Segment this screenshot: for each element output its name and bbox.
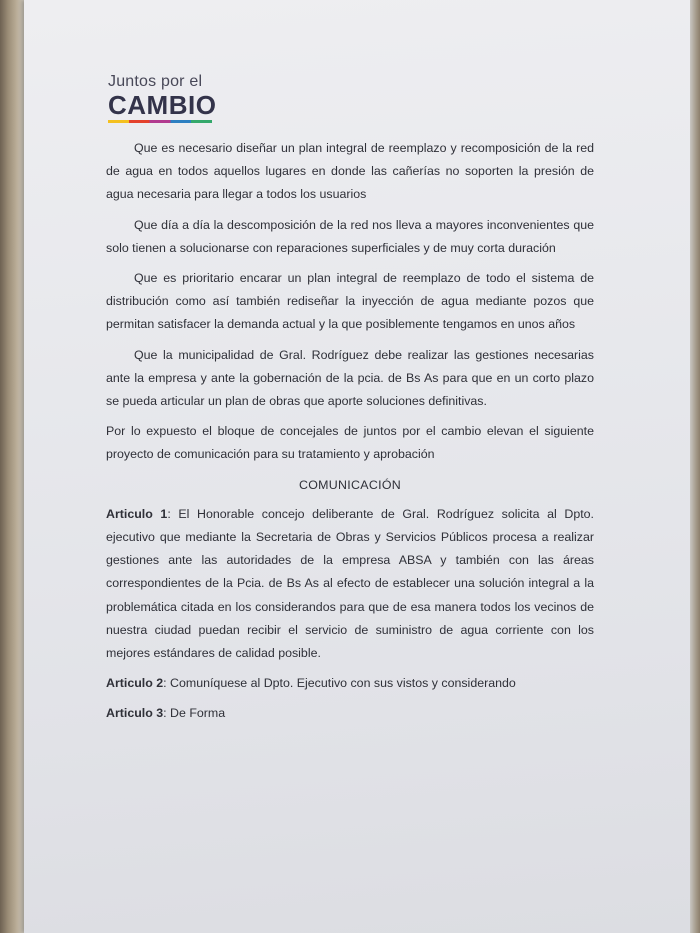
party-logo	[108, 73, 216, 123]
logo-color-bar	[108, 120, 212, 123]
article-text: : El Honorable concejo deliberante de Gral. Rodríguez solicita al Dpto. ejecutivo que mediante la Secretaria de Obras y Servicios Públicos procesa a realizar gestiones ante las autoridades de la empresa ABSA y también con las áreas correspondientes de la Pcia. de Bs As al efecto de establecer una solución integral a la problemática citada en los considerandos para que de esa manera todos los vecinos de nuestra ciudad puedan recibir el servicio de suministro de agua corriente con los mejores estándares de calidad posible.	[106, 506, 594, 661]
article-text: : De Forma	[163, 706, 226, 721]
logo-text-line2: CAMBIO	[108, 90, 217, 120]
considerando-paragraph: Que la municipalidad de Gral. Rodríguez debe realizar las gestiones necesarias ante la empresa y ante la gobernación de la pcia. de Bs As para que en un corto plazo se pueda articular un plan de obras que aporte soluciones definitivas.	[106, 347, 594, 409]
section-heading: COMUNICACIÓN	[298, 477, 402, 492]
document-body	[106, 137, 594, 733]
closing-paragraph: Por lo expuesto el bloque de concejales de juntos por el cambio elevan el siguiente proyecto de comunicación para su tratamiento y aprobación	[106, 424, 594, 462]
article-label: Articulo 1	[106, 506, 168, 521]
article-label: Articulo 2	[106, 676, 164, 691]
article-1	[106, 503, 594, 665]
logo-text-line1: Juntos por el	[108, 73, 203, 90]
article-text: : Comuníquese al Dpto. Ejecutivo con sus vistos y considerando	[163, 676, 516, 691]
article-label: Articulo 3	[106, 706, 164, 721]
page-edge	[690, 0, 700, 933]
article-3	[106, 702, 594, 725]
considerando-paragraph: Que es necesario diseñar un plan integral de reemplazo y recomposición de la red de agua en todos aquellos lugares en donde las cañerías no soporten la presión de agua necesaria para llegar a todos los usuarios	[106, 141, 594, 202]
considerando-paragraph: Que día a día la descomposición de la red nos lleva a mayores inconvenientes que solo tienen a solucionarse con reparaciones superficiales y de muy corta duración	[106, 217, 594, 255]
article-2	[106, 672, 594, 695]
considerando-paragraph: Que es prioritario encarar un plan integral de reemplazo de todo el sistema de distribución como así también rediseñar la inyección de agua mediante pozos que permitan satisfacer la demanda actual y la que posiblemente tengamos en unos años	[106, 271, 594, 332]
